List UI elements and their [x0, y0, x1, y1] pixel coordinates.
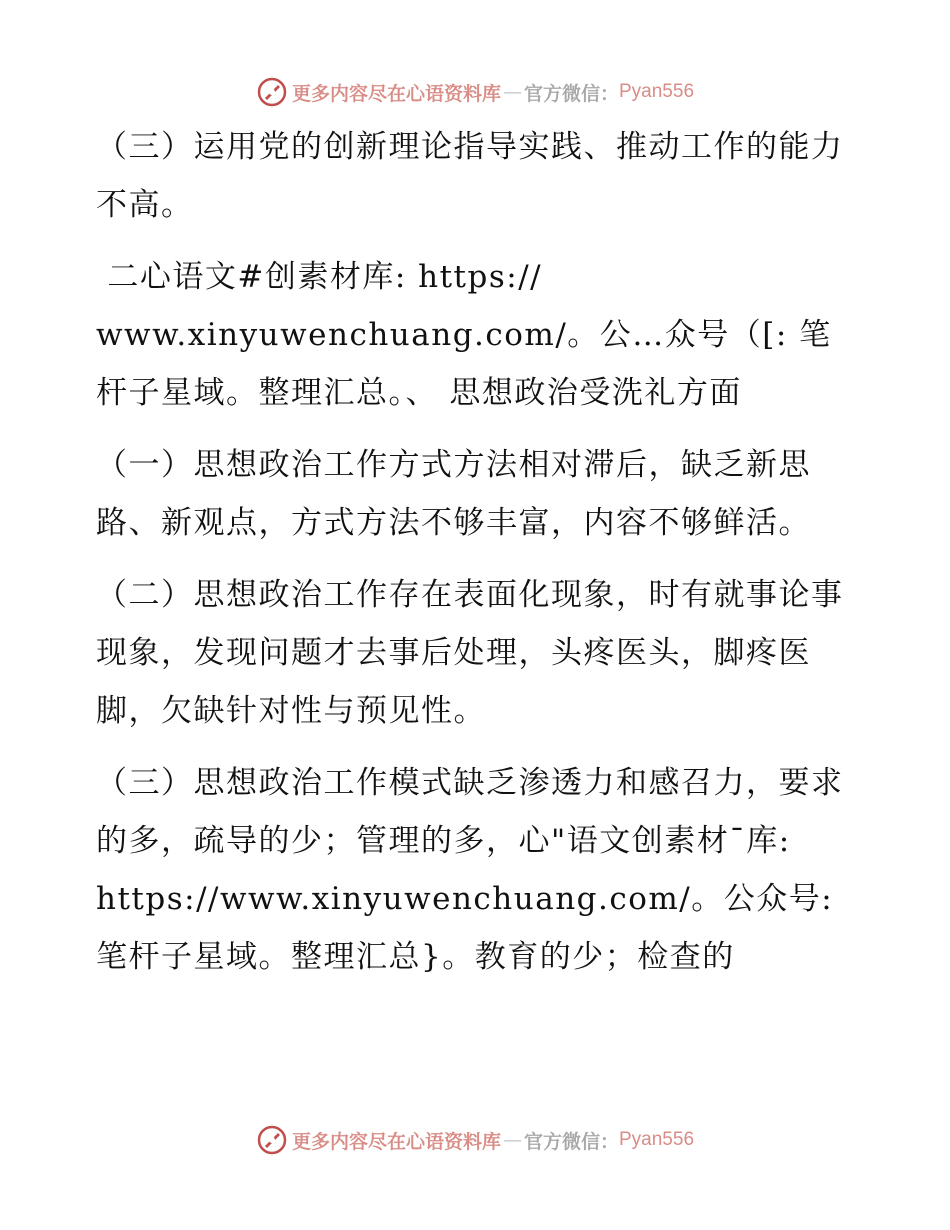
header-banner	[0, 72, 950, 112]
document-body	[96, 118, 856, 986]
paragraph-5: （三）思想政治工作模式缺乏渗透力和感召力，要求的多，疏导的少；管理的多，心"语文创素材¯库: https://www.xinyuwenchuang.com/。公众号: 笔杆子星域。整理汇总}。教育的少；检查的	[96, 765, 845, 975]
footer-wechat-label: 官方微信：	[523, 1130, 619, 1153]
header-separator: —	[502, 81, 522, 103]
paragraph-4: （二）思想政治工作存在表面化现象，时有就事论事现象，发现问题才去事后处理，头疼医头，脚疼医脚，欠缺针对性与预见性。	[96, 577, 844, 729]
quill-logo-icon	[256, 76, 288, 108]
footer-site-text: 更多内容尽在心语资料库	[291, 1130, 501, 1153]
paragraph-3: （一）思想政治工作方式方法相对滞后，缺乏新思路、新观点，方式方法不够丰富，内容不够鲜活。	[96, 447, 811, 541]
footer-wechat-id: Pyan556	[619, 1129, 695, 1150]
header-wechat-label: 官方微信：	[523, 82, 619, 105]
header-site-text: 更多内容尽在心语资料库	[291, 82, 501, 105]
header-wechat-id: Pyan556	[619, 81, 695, 102]
footer-banner	[0, 1120, 950, 1160]
footer-separator: —	[502, 1129, 522, 1151]
paragraph-1: （三）运用党的创新理论指导实践、推动工作的能力不高。	[96, 129, 844, 223]
quill-logo-icon	[256, 1124, 288, 1156]
paragraph-2: 二心语文#创素材库: https:// www.xinyuwenchuang.com/。公…众号（[: 笔杆子星域。整理汇总。、 思想政治受洗礼方面	[96, 259, 832, 411]
